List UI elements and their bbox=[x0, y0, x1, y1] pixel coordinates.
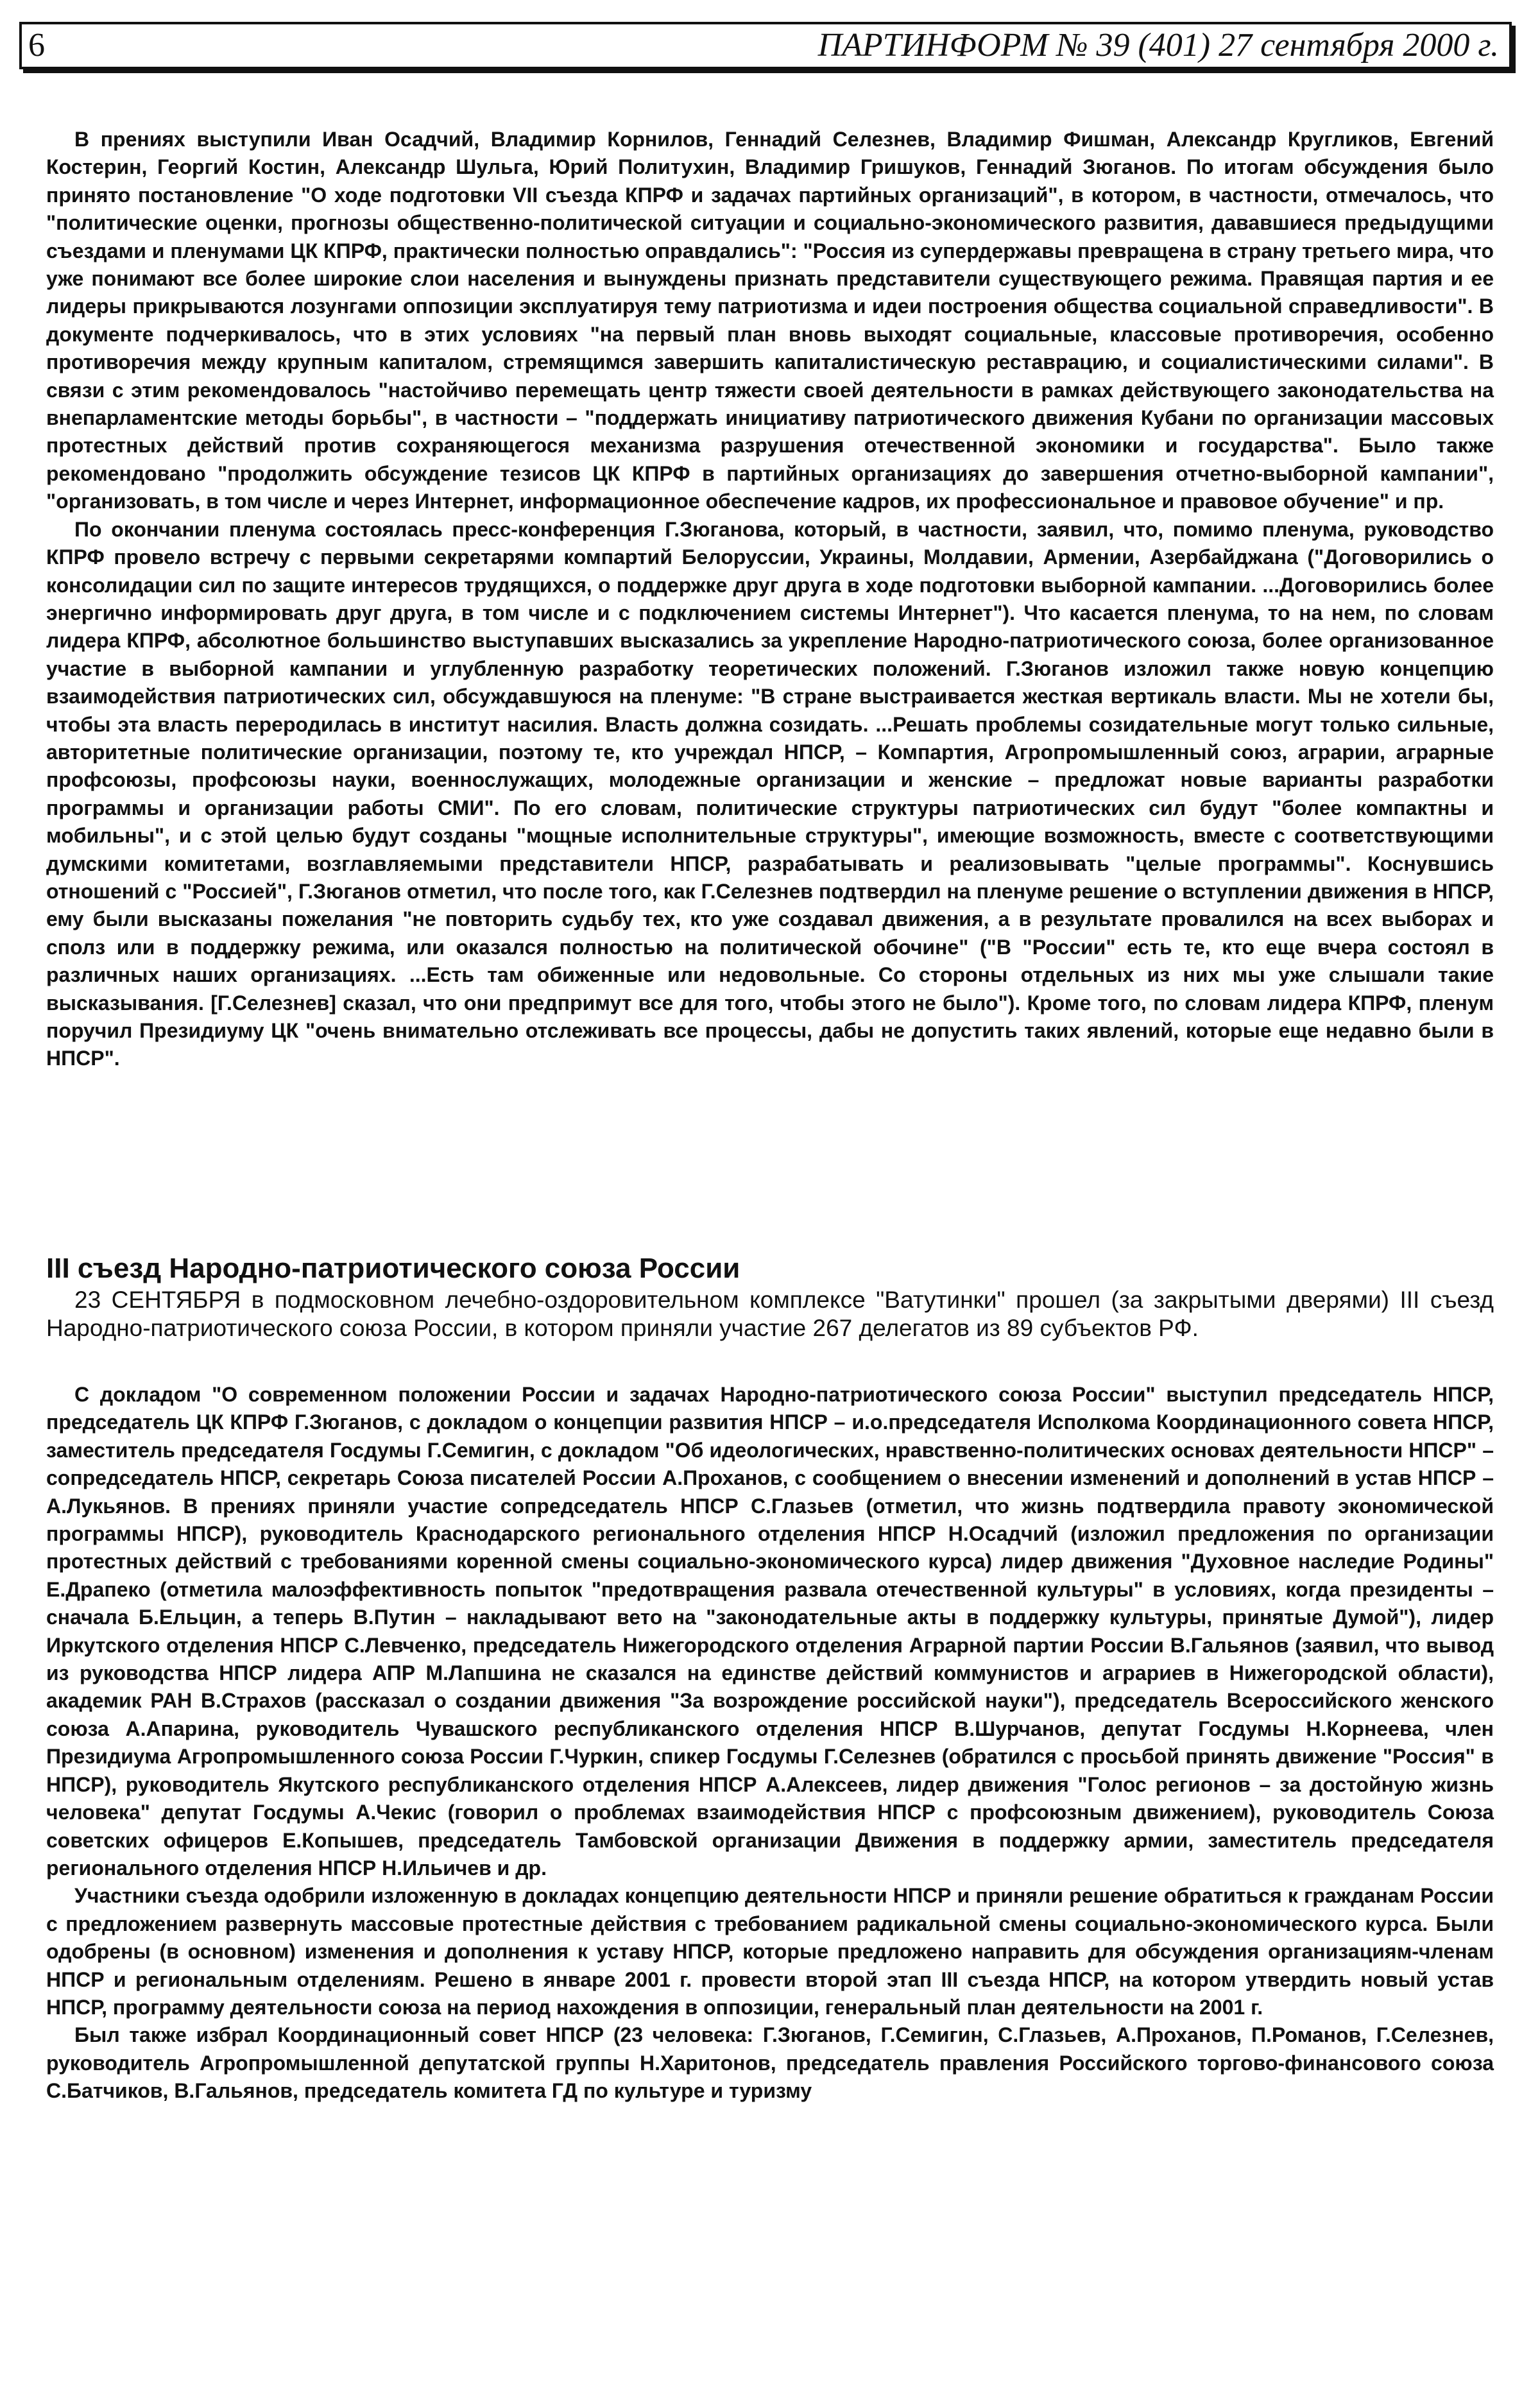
article-congress-body bbox=[46, 1381, 1494, 2105]
paragraph: В прениях выступили Иван Осадчий, Владимир Корнилов, Геннадий Селезнев, Владимир Фишман, Александр Кругликов, Евгений Костерин, Георгий Костин, Александр Шульга, Юрий Политухин, Владимир Гришуков, Геннадий Зюганов. По итогам обсуждения было принято постановление "О ходе подготовки VII съезда КПРФ и задачах партийных организаций", в котором, в частности, отмечалось, что "политические оценки, прогнозы общественно-политической ситуации и социально-экономического развития, дававшиеся предыдущими съездами и пленумами ЦК КПРФ, практически полностью оправдались": "Россия из супердержавы превращена в страну третьего мира, что уже понимают все более широкие слои населения и вынуждены признать представители существующего режима. Правящая партия и ее лидеры прикрываются лозунгами оппозиции эксплуатируя тему патриотизма и идеи построения общества социальной справедливости". В документе подчеркивалось, что в этих условиях "на первый план вновь выходят социальные, классовые противоречия, особенно противоречия между крупным капиталом, стремящимся завершить капиталистическую реставрацию, и социалистическими силами". В связи с этим рекомендовалось "настойчиво перемещать центр тяжести своей деятельности в рамках действующего законодательства на внепарламентские методы борьбы", в частности – "поддержать инициативу патриотического движения Кубани по организации массовых протестных действий против сохраняющегося механизма разрушения отечественной экономики и государства". Было также рекомендовано "продолжить обсуждение тезисов ЦК КПРФ в партийных организациях до завершения отчетно-выборной кампании", "организовать, в том числе и через Интернет, информационное обеспечение кадров, их профессиональное и правовое обучение" и пр. bbox=[46, 128, 1494, 513]
page-header bbox=[19, 22, 1512, 69]
paragraph: Участники съезда одобрили изложенную в докладах концепцию деятельности НПСР и приняли решение обратиться к гражданам России с предложением развернуть массовые протестные действия с требованием радикальной смены социально-экономического курса. Были одобрены (в основном) изменения и дополнения к уставу НПСР, которые предложено направить для обсуждения организациям-членам НПСР и региональным отделениям. Решено в январе 2001 г. провести второй этап III съезда НПСР, на котором утвердить новый устав НПСР, программу деятельности союза на период нахождения в оппозиции, генеральный план деятельности на 2001 г. bbox=[46, 1884, 1494, 2019]
page-number: 6 bbox=[28, 27, 45, 64]
publication-title: ПАРТИНФОРМ № 39 (401) 27 сентября 2000 г. bbox=[817, 27, 1499, 64]
article-plenum-continuation bbox=[46, 126, 1494, 1073]
paragraph: С докладом "О современном положении России и задачах Народно-патриотического союза России" выступил председатель НПСР, председатель ЦК КПРФ Г.Зюганов, с докладом о концепции развития НПСР – и.о.председателя Исполкома Координационного совета НПСР, заместитель председателя Госдумы Г.Семигин, с докладом "Об идеологических, нравственно-политических основах деятельности НПСР" – сопредседатель НПСР, секретарь Союза писателей России А.Проханов, с сообщением о внесении изменений и дополнений в устав НПСР – А.Лукьянов. В прениях приняли участие сопредседатель НПСР С.Глазьев (отметил, что жизнь подтвердила правоту экономической программы НПСР), руководитель Краснодарского регионального отделения НПСР Н.Осадчий (изложил предложения по организации протестных действий с требованиями коренной смены социально-экономического курса) лидер движения "Духовное наследие Родины" Е.Драпеко (отметила малоэффективность попыток "предотвращения развала отечественной культуры" в условиях, когда президенты – сначала Б.Ельцин, а теперь В.Путин – накладывают вето на "законодательные акты в поддержку культуры, принятые Думой"), лидер Иркутского отделения НПСР С.Левченко, председатель Нижегородского отделения Аграрной партии России В.Гальянов (заявил, что вывод из руководства НПСР лидера АПР М.Лапшина не сказался на единстве действий коммунистов и аграриев в Нижегородской области), академик РАН В.Страхов (рассказал о создании движения "За возрождение российской науки"), председатель Всероссийского женского союза А.Апарина, руководитель Чувашского республиканского отделения НПСР В.Шурчанов, депутат Госдумы Н.Корнеева, член Президиума Агропромышленного союза России Г.Чуркин, спикер Госдумы Г.Селезнев (обратился с просьбой принять движение "Россия" в НПСР), руководитель Якутского республиканского отделения НПСР А.Алексеев, лидер движения "Голос регионов – за достойную жизнь человека" депутат Госдумы А.Чекис (говорил о проблемах взаимодействия НПСР с профсоюзным движением), руководитель Союза советских офицеров Е.Копышев, председатель Тамбовской организации Движения в поддержку армии, заместитель председателя регионального отделения НПСР Н.Ильичев и др. bbox=[46, 1383, 1494, 1880]
article-lead: 23 СЕНТЯБРЯ в подмосковном лечебно-оздоровительном комплексе "Ватутинки" прошел (за закрытыми дверями) III съезд Народно-патриотического союза России, в котором приняли участие 267 делегатов из 89 субъектов РФ. bbox=[46, 1287, 1494, 1341]
paragraph: Был также избрал Координационный совет НПСР (23 человека: Г.Зюганов, Г.Семигин, С.Глазьев, А.Проханов, П.Романов, Г.Селезнев, руководитель Агропромышленной депутатской группы Н.Харитонов, председатель правления Российского торгово-финансового союза С.Батчиков, В.Гальянов, председатель комитета ГД по культуре и туризму bbox=[46, 2023, 1494, 2103]
paragraph: По окончании пленума состоялась пресс-конференция Г.Зюганова, который, в частности, заявил, что, помимо пленума, руководство КПРФ провело встречу с первыми секретарями компартий Белоруссии, Украины, Молдавии, Армении, Азербайджана ("Договорились о консолидации сил по защите интересов трудящихся, о поддержке друг друга в ходе подготовки выборной кампании. ...Договорились более энергично информировать друг друга, в том числе и с подключением системы Интернет"). Что касается пленума, то на нем, по словам лидера КПРФ, абсолютное большинство выступавших высказались за укрепление Народно-патриотического союза, более организованное участие в выборной кампании и углубленную разработку теоретических положений. Г.Зюганов изложил также новую концепцию взаимодействия патриотических сил, обсуждавшуюся на пленуме: "В стране выстраивается жесткая вертикаль власти. Мы не хотели бы, чтобы эта власть переродилась в институт насилия. Власть должна созидать. ...Решать проблемы созидательные могут только сильные, авторитетные политические организации, поэтому те, кто учреждал НПСР, – Компартия, Агропромышленный союз, аграрии, аграрные профсоюзы, профсоюзы науки, военнослужащих, молодежные организации и женские – предложат новые варианты разработки программы и организации работы СМИ". По его словам, политические структуры патриотических сил будут "более компактны и мобильны", и с этой целью будут созданы "мощные исполнительные структуры", имеющие возможность, вместе с соответствующими думскими комитетами, возглавляемыми представители НПСР, разрабатывать и реализовывать "целые программы". Коснувшись отношений с "Россией", Г.Зюганов отметил, что после того, как Г.Селезнев подтвердил на пленуме решение о вступлении движения в НПСР, ему были высказаны пожелания "не повторить судьбу тех, кто уже создавал движения, а в результате провалился на всех выборах и сполз или в поддержку режима, или оказался полностью на политической обочине" ("В "России" есть те, кто еще вчера состоял в различных наших организациях. ...Есть там обиженные или недовольные. Со стороны отдельных из них мы уже слышали такие высказывания. [Г.Селезнев] сказал, что они предпримут все для того, чтобы этого не было"). Кроме того, по словам лидера КПРФ, пленум поручил Президиуму ЦК "очень внимательно отслеживать все процессы, дабы не допустить таких явлений, которые еще недавно были в НПСР". bbox=[46, 517, 1494, 1070]
article-heading: III съезд Народно-патриотического союза России bbox=[46, 1253, 740, 1284]
